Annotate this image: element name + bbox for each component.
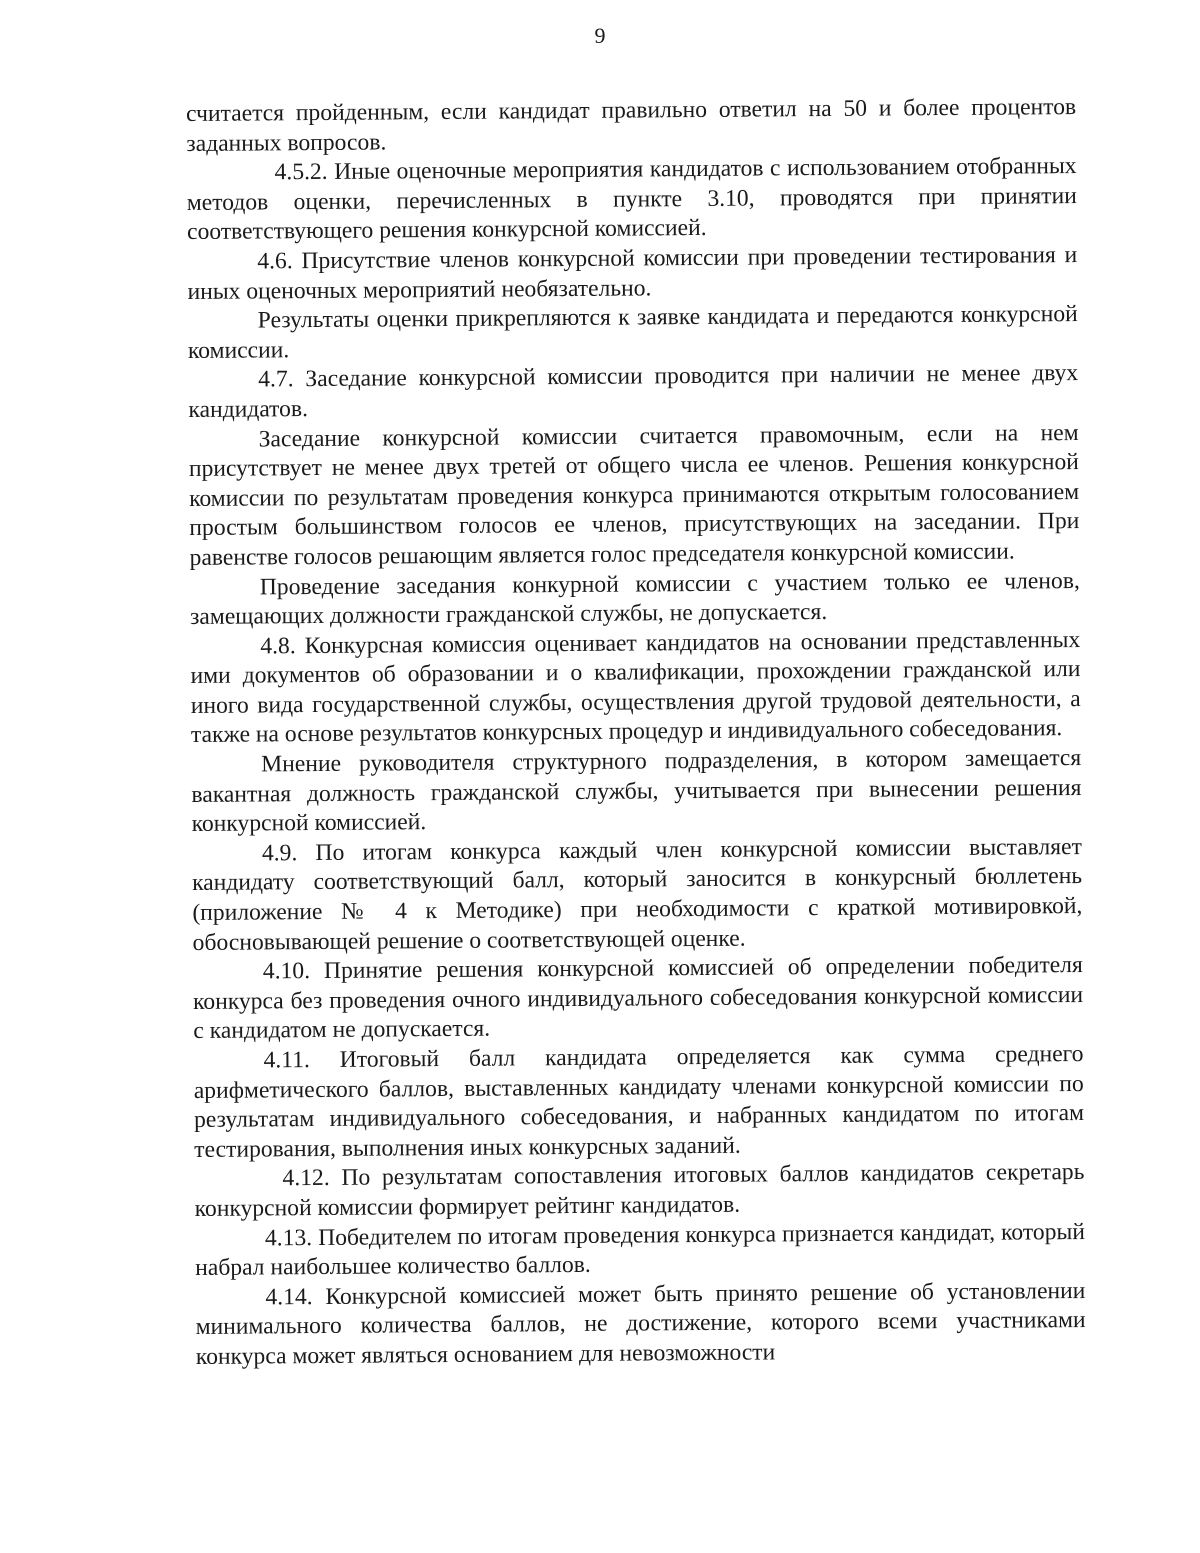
paragraph-4-10: 4.10. Принятие решения конкурсной комиссией об определении победителя конкурса без проведения очного индивидуального собеседования конкурсной комиссии с кандидатом не допускается. <box>192 952 1084 1045</box>
paragraph-4-13: 4.13. Победителем по итогам проведения конкурса признается кандидат, который набрал наибольшее количество баллов. <box>195 1218 1086 1282</box>
page-number: 9 <box>594 23 606 48</box>
paragraph-4-9: 4.9. По итогам конкурса каждый член конкурсной комиссии выставляет кандидату соответствующий балл, который заносится в конкурсный бюллетень (приложение № 4 к Методике) при необходимости с краткой мотивировкой, обосновывающей решение о соответствующей оценке. <box>192 833 1083 956</box>
paragraph-assessment-results: Результаты оценки прикрепляются к заявке кандидата и передаются конкурсной комиссии. <box>187 301 1078 364</box>
paragraph-4-7: 4.7. Заседание конкурсной комиссии проводится при наличии не менее двух кандидатов. <box>188 360 1079 423</box>
paragraph-4-5-2: 4.5.2. Иные оценочные мероприятия кандидатов с использованием отобранных методов оценки, перечисленных в пункте 3.10, проводятся при принятии соответствующего решения конкурсной комиссией. <box>186 153 1077 246</box>
paragraph-4-8: 4.8. Конкурсная комиссия оценивает кандидатов на основании представленных ими документов об образовании и о квалификации, прохождении гражданской или иного вида государственной службы, осуществления другой трудовой деятельности, а также на основе результатов конкурсных процедур и индивидуального собеседования. <box>190 626 1081 749</box>
paragraph-4-14: 4.14. Конкурсной комиссией может быть принято решение об установлении минимального количества баллов, не достижение, которого всеми участниками конкурса может являться основанием для невозможности <box>195 1277 1086 1370</box>
paragraph-4-6: 4.6. Присутствие членов конкурсной комиссии при проведении тестирования и иных оценочных мероприятий необязательно. <box>187 241 1078 305</box>
paragraph-members-only: Проведение заседания конкурной комиссии с участием только ее членов, замещающих должности гражданской службы, не допускается. <box>189 567 1080 631</box>
paragraph-4-11: 4.11. Итоговый балл кандидата определяется как сумма среднего арифметического баллов, выставленных кандидату членами конкурсной комиссии по результатам индивидуального собеседования, и набранных кандидатом по итогам тестирования, выполнения иных конкурсных заданий. <box>193 1040 1085 1163</box>
paragraph-4-12: 4.12. По результатам сопоставления итоговых баллов кандидатов секретарь конкурсной комиссии формирует рейтинг кандидатов. <box>194 1159 1085 1222</box>
paragraph-continuation: считается пройденным, если кандидат правильно ответил на 50 и более процентов заданных вопросов. <box>186 94 1077 157</box>
paragraph-quorum: Заседание конкурсной комиссии считается правомочным, если на нем присутствует не менее двух третей от общего числа ее членов. Решения конкурсной комиссии по результатам проведения конкурса принимаются открытым голосованием простым большинством голосов ее членов, присутствующих на заседании. При равенстве голосов решающим является голос председателя конкурсной комиссии. <box>188 419 1080 571</box>
paragraph-manager-opinion: Мнение руководителя структурного подразделения, в котором замещается вакантная должность гражданской службы, учитывается при вынесении решения конкурсной комиссией. <box>191 745 1082 838</box>
document-body <box>186 93 1086 1372</box>
